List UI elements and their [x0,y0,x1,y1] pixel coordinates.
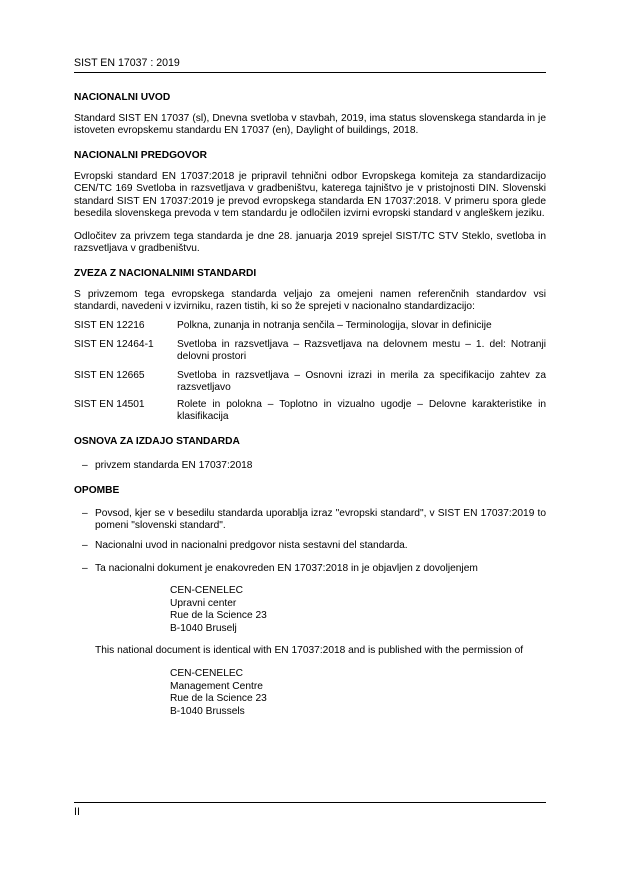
address-line: Management Centre [170,680,263,692]
standard-title: Svetloba in razsvetljava – Razsvetljava na delovnem mestu – 1. del: Notranji delovni prostori [177,339,546,363]
predgovor-paragraph-2: Odločitev za privzem tega standarda je dne 28. januarja 2019 sprejel SIST/TC STV Steklo, svetloba in razsvetljava v gradbeništvu. [74,231,546,255]
address-block-sl [170,585,267,635]
address-line: CEN-CENELEC [170,585,244,596]
header-rule [74,72,546,73]
address-line: Rue de la Science 23 [170,610,267,622]
list-item-text: Povsod, kjer se v besedilu standarda uporablja izraz "evropski standard", v SIST EN 17037:2019 to pomeni "slovenski standard". [95,508,546,532]
standard-title: Svetloba in razsvetljava – Osnovni izrazi in merila za specifikacijo zahtev za razsvetljavo [177,370,546,394]
standard-code: SIST EN 12464-1 [74,339,154,350]
standard-title: Polkna, zunanja in notranja senčila – Terminologija, slovar in definicije [177,320,492,331]
english-note: This national document is identical with EN 17037:2018 and is published with the permission of [95,645,524,656]
address-line: Rue de la Science 23 [170,693,267,705]
zveza-intro: S privzemom tega evropskega standarda veljajo za omejeni namen referenčnih standardov vsi standardi, navedeni v izvirniku, razen tistih, ki so že sprejeti v nacionalno standardizacijo: [74,289,546,313]
heading-opombe: OPOMBE [74,485,120,496]
address-block-en [170,668,267,718]
document-id-header: SIST EN 17037 : 2019 [74,57,180,69]
dash-bullet: – [82,460,88,471]
dash-bullet: – [82,508,88,519]
footer-rule [74,802,546,803]
predgovor-paragraph-1: Evropski standard EN 17037:2018 je pripravil tehnični odbor Evropskega komiteja za standardizacijo CEN/TC 169 Svetloba in razsvetljava v gradbeništvu, katerega tajništvo je v pristojnosti DIN. Slovenski standard SIST EN 17037:2019 je prevod evropskega standarda EN 17037:2018. V primeru spora glede besedila slovenskega prevoda v tem standardu je odločilen izvirni evropski standard v angleškem jeziku. [74,171,546,220]
standard-title: Rolete in polokna – Toplotno in vizualno ugodje – Delovne karakteristike in klasifikacija [177,399,546,423]
heading-osnova-izdaja: OSNOVA ZA IZDAJO STANDARDA [74,436,240,447]
standard-code: SIST EN 14501 [74,399,145,410]
list-item-text: privzem standarda EN 17037:2018 [95,460,253,471]
dash-bullet: – [82,563,88,574]
list-item-text: Ta nacionalni dokument je enakovreden EN 17037:2018 in je objavljen z dovoljenjem [95,563,478,574]
address-line: Upravni center [170,597,237,609]
uvod-paragraph: Standard SIST EN 17037 (sl), Dnevna svetloba v stavbah, 2019, ima status slovenskega standarda in je istoveten evropskemu standardu EN 17037 (en), Daylight of buildings, 2018. [74,113,546,137]
standard-code: SIST EN 12665 [74,370,145,381]
heading-nacionalni-predgovor: NACIONALNI PREDGOVOR [74,150,208,161]
address-line: CEN-CENELEC [170,668,244,679]
list-item-text: Nacionalni uvod in nacionalni predgovor nista sestavni del standarda. [95,540,408,551]
page-number: II [74,806,80,818]
address-line: B-1040 Bruselj [170,622,237,634]
standard-code: SIST EN 12216 [74,320,145,331]
heading-zveza-standardi: ZVEZA Z NACIONALNIMI STANDARDI [74,268,257,279]
address-line: B-1040 Brussels [170,705,245,717]
dash-bullet: – [82,540,88,551]
heading-nacionalni-uvod: NACIONALNI UVOD [74,92,171,103]
